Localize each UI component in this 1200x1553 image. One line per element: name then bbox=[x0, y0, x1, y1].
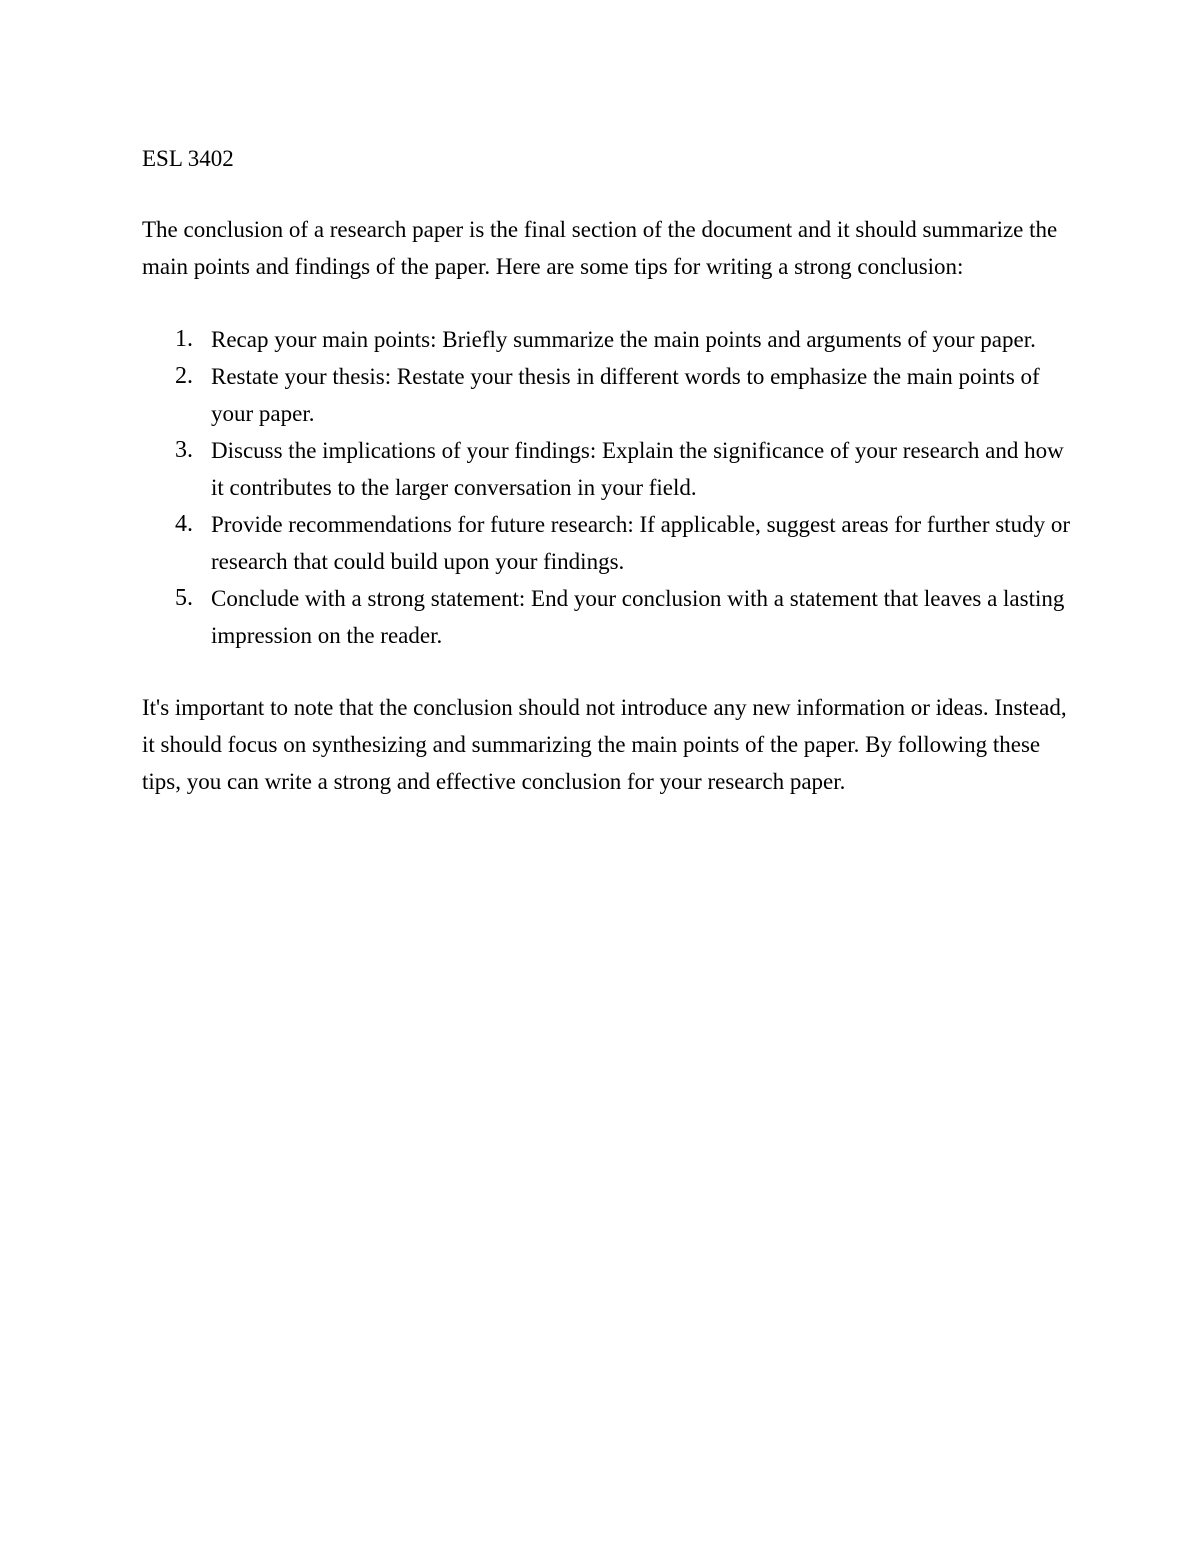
list-item-text: Recap your main points: Briefly summarize the main points and arguments of your paper. bbox=[211, 327, 1036, 352]
closing-paragraph: It's important to note that the conclusion should not introduce any new information or ideas. Instead, it should focus on synthesizing and summarizing the main points of the paper. By following these tips, you can write a strong and effective conclusion for your research paper. bbox=[142, 695, 1067, 794]
list-item-number: 2. bbox=[175, 363, 193, 389]
intro-paragraph: The conclusion of a research paper is the final section of the document and it should summarize the main points and findings of the paper. Here are some tips for writing a strong conclusion: bbox=[142, 217, 1058, 279]
list-item-number: 3. bbox=[175, 437, 193, 463]
list-item-text: Provide recommendations for future research: If applicable, suggest areas for further study or research that could build upon your findings. bbox=[211, 512, 1070, 574]
list-item-text: Restate your thesis: Restate your thesis in different words to emphasize the main points of your paper. bbox=[211, 364, 1040, 426]
list-item-number: 4. bbox=[175, 511, 193, 537]
course-code: ESL 3402 bbox=[142, 146, 234, 171]
list-item bbox=[142, 506, 1072, 580]
list-item-text: Discuss the implications of your findings: Explain the significance of your research and how it contributes to the larger conversation in your field. bbox=[211, 438, 1064, 500]
list-item bbox=[142, 321, 1072, 358]
list-item-number: 5. bbox=[175, 585, 193, 611]
tips-list bbox=[142, 321, 1072, 654]
document-body bbox=[142, 140, 1072, 800]
list-item-number: 1. bbox=[175, 326, 193, 352]
list-item-text: Conclude with a strong statement: End your conclusion with a statement that leaves a lasting impression on the reader. bbox=[211, 586, 1065, 648]
list-item bbox=[142, 432, 1072, 506]
list-item bbox=[142, 358, 1072, 432]
list-item bbox=[142, 580, 1072, 654]
